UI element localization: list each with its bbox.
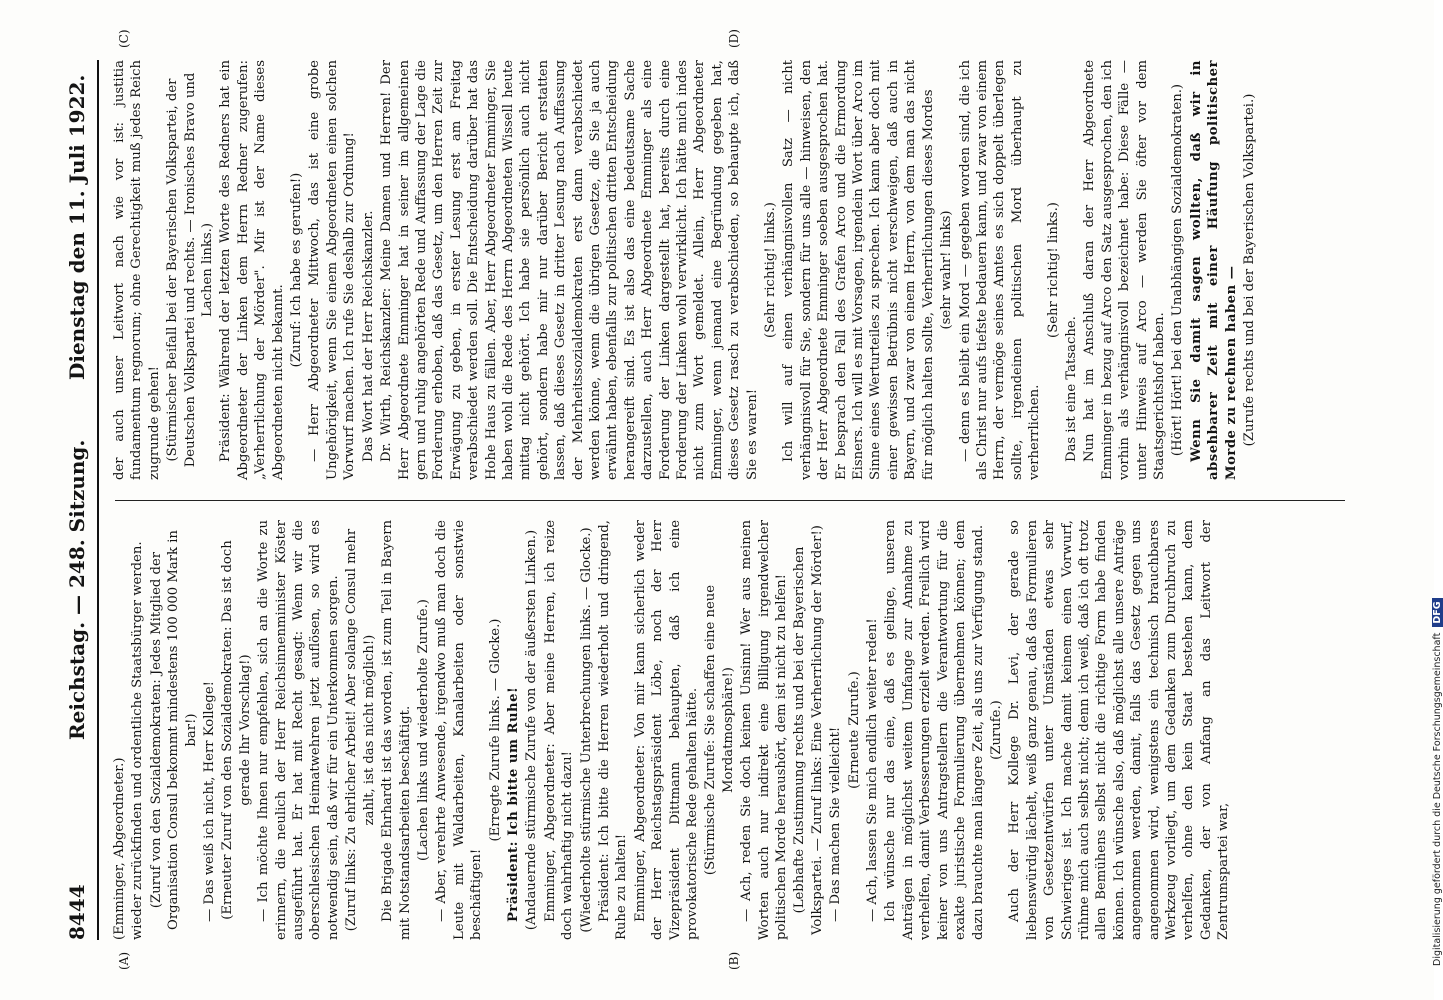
text-column-left	[111, 520, 1351, 940]
digitization-credit	[1418, 6, 1443, 996]
speaker-paragraph: Emminger, Abgeordneter: Von mir kann sicherlich weder der Herr Reichstagspräsident Löbe, noch der Herr Vizepräsident Dittmann behaupten, daß ich eine provokatorische Rede gehalten hätte.	[632, 520, 700, 940]
credit-text: Digitalisierung gefördert durch die Deutsche Forschungsgemeinschaft	[1432, 632, 1443, 966]
interjection: (Zuruf links: Zu ehrlicher Arbeit! Aber solange Consul mehr zahlt, ist das nicht möglich!)	[344, 528, 377, 932]
interjection: (Lebhafte Zustimmung rechts und bei der Bayerischen Volkspartei. — Zuruf links: Eine Verherrlichung der Mörder!)	[792, 525, 825, 935]
rotated-document-page	[37, 20, 1397, 980]
paragraph: — Ich möchte Ihnen nur empfehlen, sich an die Worte zu erinnern, die neulich der Herr Reichsinnenminister Köster ausgeführt hat. Er hat mit Recht gesagt: Wenn wir die oberschlesischen Heimatwehren jetzt auflösen, so wird es notwendig sein, daß wir für ein Unterkommen sorgen.	[256, 520, 341, 940]
interjection: (Lachen links und wiederholte Zurufe.)	[415, 599, 431, 861]
interjection: (Stürmische Zurufe: Sie schaffen eine neue Mordatmosphäre!)	[703, 584, 736, 876]
paragraph: — Ach, lassen Sie mich endlich weiter reden!	[865, 618, 881, 922]
interjection: (Andauernde stürmische Zurufe von der äußersten Linken.)	[524, 529, 540, 931]
interjection: (Zurufe rechts und bei der Bayerischen Volkspartei.)	[1242, 93, 1257, 447]
paragraph: — Das weiß ich nicht, Herr Kollege!	[202, 681, 218, 922]
paragraph: Wenn Sie damit sagen wollten, daß wir in absehbarer Zeit mit einer Häufung politischer Morde zu rechnen haben —	[1188, 60, 1239, 480]
interjection: (Erneute Zurufe.)	[846, 671, 862, 789]
page-header	[57, 60, 99, 940]
margin-marker-c: (C)	[117, 29, 131, 48]
speaker-paragraph: Präsident: Während der letzten Worte des Redners hat ein Abgeordneter der Linken dem Herrn Redner zugerufen: „Verherrlichung der Mörder". Mir ist der Name dieses Abgeordneten nicht bekannt.	[218, 60, 286, 480]
interjection: (Zuruf von den Sozialdemokraten: Jedes Mitglied der Organisation Consul bekommt mindestens 100 000 Mark in bar!)	[148, 530, 199, 930]
paragraph: Die Brigade Ehrhardt ist das worden, ist zum Teil in Bayern mit Notstandsarbeiten beschäftigt.	[380, 520, 413, 940]
speaker-paragraph: Emminger, Abgeordneter: Aber meine Herren, ich reize doch wahrhaftig nicht dazu!	[542, 520, 576, 940]
page-number: 8444	[65, 884, 89, 940]
paragraph: Das ist eine Tatsache.	[1063, 316, 1079, 462]
digitization-credit-text	[1432, 6, 1443, 966]
interjection: (Zurufe.)	[988, 700, 1004, 760]
margin-marker-a: (A)	[117, 951, 131, 970]
interjection: (Sehr richtig! links.)	[763, 202, 779, 338]
paragraph: Auch der Herr Kollege Dr. Levi, der gerade so liebenswürdig lächelt, weiß ganz genau, daß das Formulieren von Gesetzentwürfen unter Umständen etwas sehr Schwieriges ist. Ich mache damit keinem einen Vorwurf, rühme mich auch selbst nicht; denn ich weiß, daß ich oft trotz allen Bemühens selbst nicht die richtige Form habe finden können. Ich wünsche also, daß möglichst alle unsere Anträge angenommen werden, damit, falls das Gesetz gegen uns angenommen wird, wenigstens ein technisch brauchbares Werkzeug vorliegt, um dem Gedanken zum Durchbruch zu verhelfen, ohne den kein Staat bestehen kann, dem Gedanken, der von Anfang an das Leitwort der Zentrumspartei war,	[1007, 520, 1232, 940]
interjection: (Zuruf: Ich habe es gerufen!)	[289, 172, 305, 368]
paragraph: Das Wort hat der Herr Reichskanzler.	[360, 210, 376, 462]
interjection: (Stürmischer Beifall bei der Bayerischen Volkspartei, der Deutschen Volkspartei und rechts. — Ironisches Bravo und Lachen links.)	[165, 72, 216, 468]
interjection: (Hört! Hört! bei den Unabhängigen Sozialdemokraten.)	[1170, 83, 1186, 457]
paragraph: Ich will auf einen verhängnisvollen Satz — nicht verhängnisvoll für Sie, sondern für uns alle — hinweisen, den der Herr Abgeordnete Emminger soeben ausgesprochen hat. Er besprach den Fall des Grafen Arco und die Ermordung Eisners. Ich will es mit Vorsagen, irgendein Wort über Arco im Sinne eines Werturteiles zu sprechen. Ich kann aber doch mit einer gewissen Betrübnis nicht verschweigen, daß auch in Bayern, und zwar von einem Herrn, von dem man das nicht für möglich halten sollte, Verherrlichungen dieses Mordes	[781, 60, 936, 480]
interjection: (Wiederholte stürmische Unterbrechungen links. — Glocke.)	[578, 527, 594, 933]
paragraph: der auch unser Leitwort nach wie vor ist: justitia fundamentum regnorum; ohne Gerechtigkeit muß jedes Reich zugrunde gehen!	[112, 60, 162, 480]
paragraph: wieder zurückfinden und ordentliche Staatsbürger werden.	[130, 541, 146, 940]
header-left-title: Reichstag. — 248. Sitzung.	[65, 439, 89, 740]
header-right-title: Dienstag den 11. Juli 1922.	[65, 74, 89, 380]
interjection: (Erneuter Zuruf von den Sozialdemokraten: Das ist doch gerade Ihr Vorschlag!)	[220, 540, 253, 920]
interjection: (sehr wahr! links)	[939, 210, 955, 330]
speaker-paragraph: Dr. Wirth, Reichskanzler: Meine Damen und Herren! Der Herr Abgeordnete Emminger hat in seiner im allgemeinen gern und ruhig angehörten Rede und Auffassung der Lage die Forderung erhoben, daß das Gesetz, um den Herren Zeit zur Erwägung zu geben, in erster Lesung erst am Freitag verabschiedet werden soll. Die Entscheidung darüber hat das Hohe Haus zu fällen. Aber, Herr Abgeordneter Emminger, Sie haben wohl die Rede des Herrn Abgeordneten Wissell heute mittag nicht gehört. Ich habe sie persönlich auch nicht gehört, sondern habe mir nur darüber Bericht erstatten lassen, daß dieses Gesetz in dritter Lesung nach Auffassung der Mehrheitssozialdemokraten erst dann verabschiedet werden könne, wenn die übrigen Gesetze, die Sie ja auch erwähnt haben, ebenfalls zur politischen dritten Entscheidung herangereift sind. Es ist also das eine bedeutsame Sache darzustellen, auch Herr Abgeordnete Emminger als eine Forderung der Linken dargestellt hat, bereits durch eine Forderung der Linken wohl verwirklicht. Ich hätte mich indes nicht zum Wort gemeldet. Allein, Herr Abgeordneter Emminger, wenn jemand eine Begründung gegeben hat, dieses Gesetz rasch zu verabschieden, so behaupte ich, daß Sie es waren!	[379, 60, 760, 480]
paragraph: Nun hat im Anschluß daran der Herr Abgeordnete Emminger in bezug auf Arco den Satz ausgesprochen, den ich vorhin als verhängnisvoll bezeichnet habe: Diese Fälle — unter Hinweis auf Arco — werden Sie öfter vor dem Staatsgerichtshof haben.	[1082, 60, 1167, 480]
margin-marker-d: (D)	[727, 29, 741, 48]
column-divider	[115, 500, 1345, 501]
paragraph: — Aber, verehrte Anwesende, irgendwo muß man doch die Leute mit Waldarbeiten, Kanalarbeiten oder sonstwie beschäftigen!	[434, 520, 485, 940]
margin-marker-b: (B)	[727, 951, 741, 970]
paragraph: — Herr Abgeordneter Mittwoch, das ist eine grobe Ungehörigkeit, wenn Sie einem Abgeordneten einen solchen Vorwurf machen. Ich rufe Sie deshalb zur Ordnung!	[307, 60, 358, 480]
interjection: (Erregte Zurufe links. — Glocke.)	[487, 618, 503, 842]
paragraph: — Ach, reden Sie doch keinen Unsinn! Wer aus meinen Worten auch nur indirekt eine Billigung irgendwelcher politischen Morde heraushört, dem ist nicht zu helfen!	[739, 520, 790, 940]
paragraph: (Emminger, Abgeordneter.)	[112, 757, 127, 940]
text-column-right	[111, 60, 1351, 480]
paragraph: — denn es bleibt ein Mord — gegeben worden sind, die ich als Christ nur aufs tiefste bedauern kann, und zwar von einem Herrn, der vermöge seines Amtes es sich doppelt überlegen sollte, irgendeinen politischen Mord überhaupt zu verherrlichen.	[957, 60, 1043, 480]
paragraph: Ich wünsche nur das eine, daß es gelinge, unseren Anträgen in möglichst weitem Umfange zur Annahme zu verhelfen, damit Verbesserungen erzielt werden. Freilich wird keiner von uns Antragstellern die Verantwortung für die exakte juristische Formulierung übernehmen können; dem dazu brauchte man längere Zeit, als uns zur Verfügung stand.	[883, 520, 986, 940]
interjection: (Sehr richtig! links.)	[1045, 202, 1061, 338]
speaker-paragraph: Präsident: Ich bitte die Herren wiederholt und dringend, Ruhe zu halten!	[596, 520, 630, 940]
paragraph: — Das machen Sie vielleicht!	[828, 726, 844, 922]
dfg-logo: DFG	[1432, 598, 1443, 626]
speaker-paragraph: Präsident: Ich bitte um Ruhe!	[505, 686, 521, 922]
